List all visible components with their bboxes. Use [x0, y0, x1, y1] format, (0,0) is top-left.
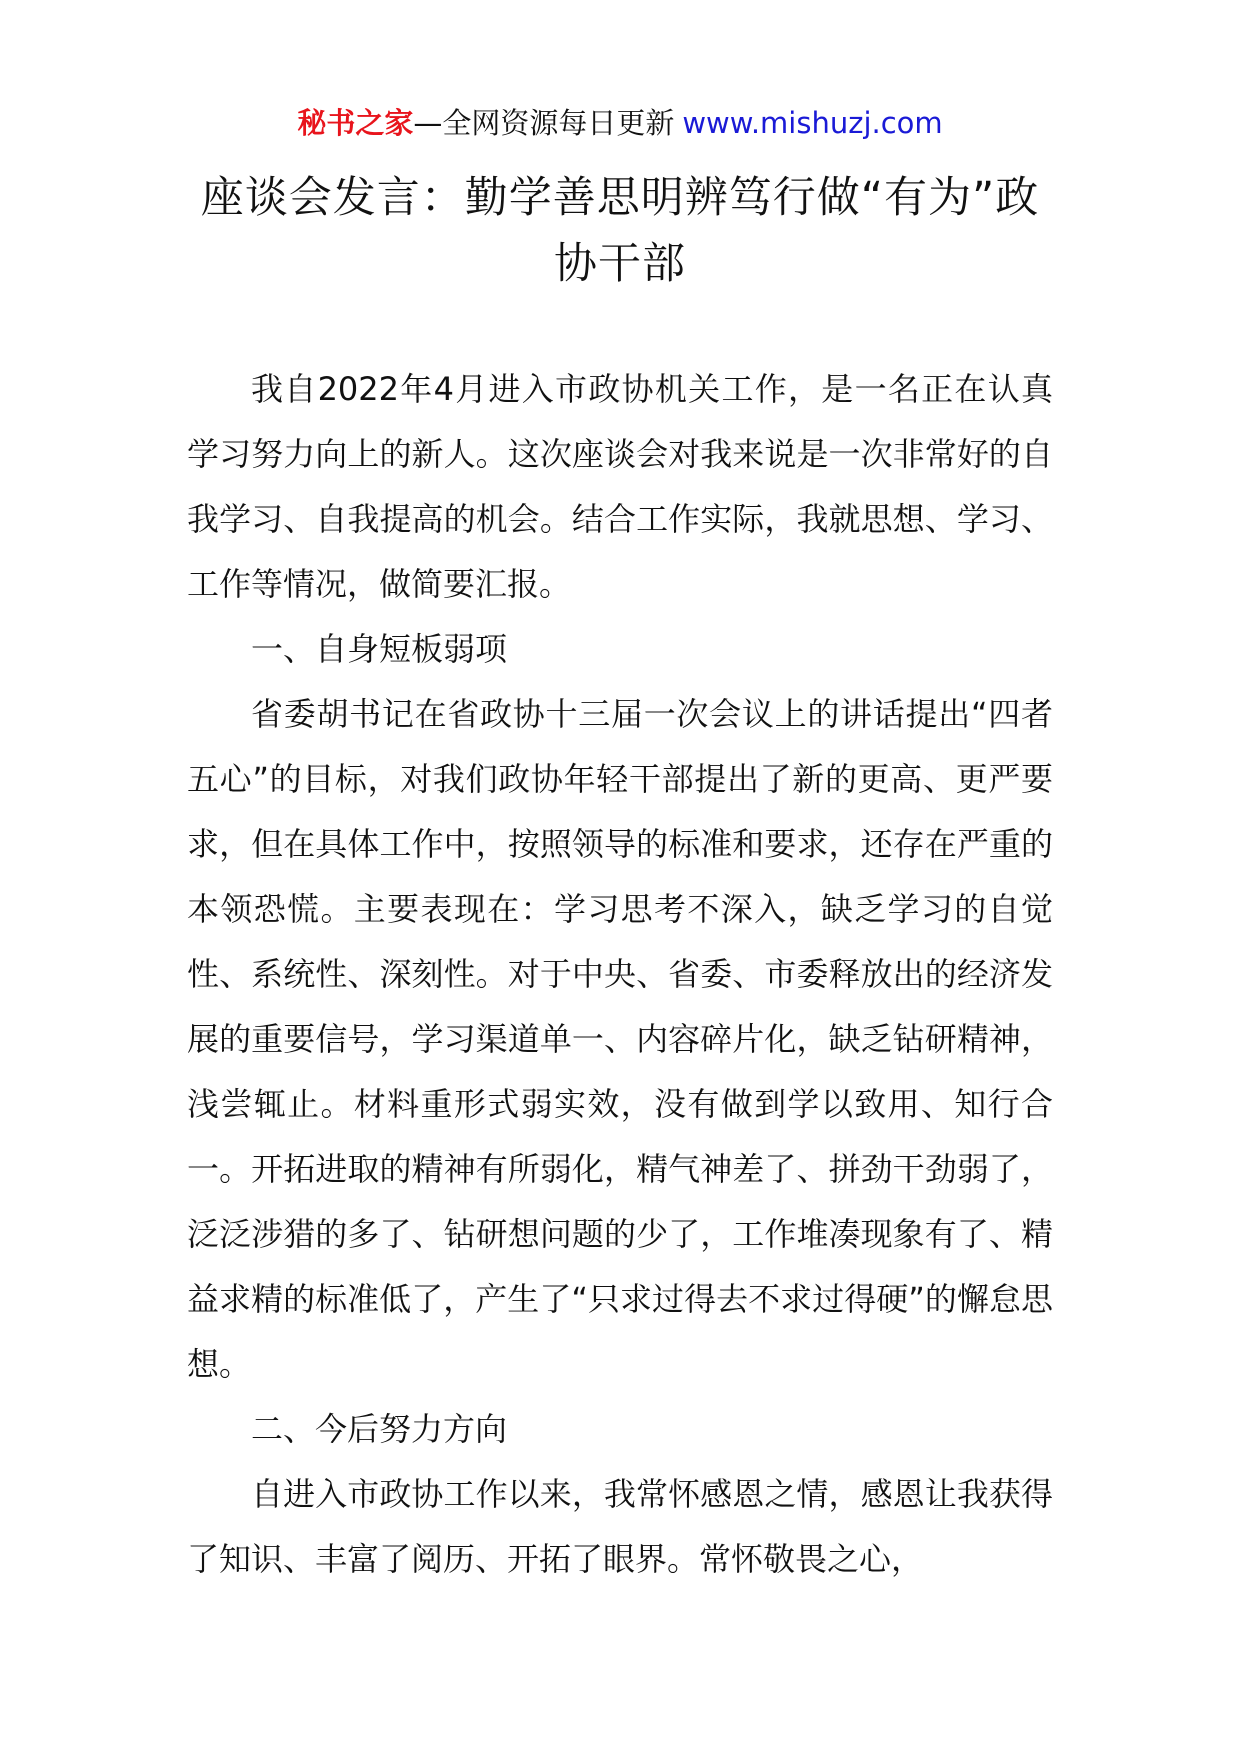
- banner-slogan: —全网资源每日更新: [413, 106, 675, 140]
- site-banner: [0, 103, 1240, 143]
- document-title: 座谈会发言：勤学善思明辨笃行做“有为”政协干部: [200, 173, 1040, 289]
- site-url-link[interactable]: www.mishuzj.com: [682, 106, 943, 140]
- section-heading-1: 一、自身短板弱项: [251, 630, 508, 668]
- document-body: [187, 357, 1053, 1592]
- brand-name: 秘书之家: [297, 106, 414, 140]
- paragraph-shortcomings: 省委胡书记在省政协十三届一次会议上的讲话提出“四者五心”的目标，对我们政协年轻干部提出了新的更高、更严要求，但在具体工作中，按照领导的标准和要求，还存在严重的本领恐慌。主要表现在：学习思考不深入，缺乏学习的自觉性、系统性、深刻性。对于中央、省委、市委释放出的经济发展的重要信号，学习渠道单一、内容碎片化，缺乏钻研精神，浅尝辄止。材料重形式弱实效，没有做到学以致用、知行合一。开拓进取的精神有所弱化，精气神差了、拼劲干劲弱了，泛泛涉猎的多了、钻研想问题的少了，工作堆凑现象有了、精益求精的标准低了，产生了“只求过得去不求过得硬”的懈怠思想。: [187, 695, 1053, 1383]
- paragraph-intro: 我自2022年4月进入市政协机关工作，是一名正在认真学习努力向上的新人。这次座谈会对我来说是一次非常好的自我学习、自我提高的机会。结合工作实际，我就思想、学习、工作等情况，做简要汇报。: [187, 370, 1053, 603]
- paragraph-direction: 自进入市政协工作以来，我常怀感恩之情，感恩让我获得了知识、丰富了阅历、开拓了眼界。常怀敬畏之心，: [187, 1475, 1053, 1578]
- section-heading-2: 二、今后努力方向: [251, 1410, 508, 1448]
